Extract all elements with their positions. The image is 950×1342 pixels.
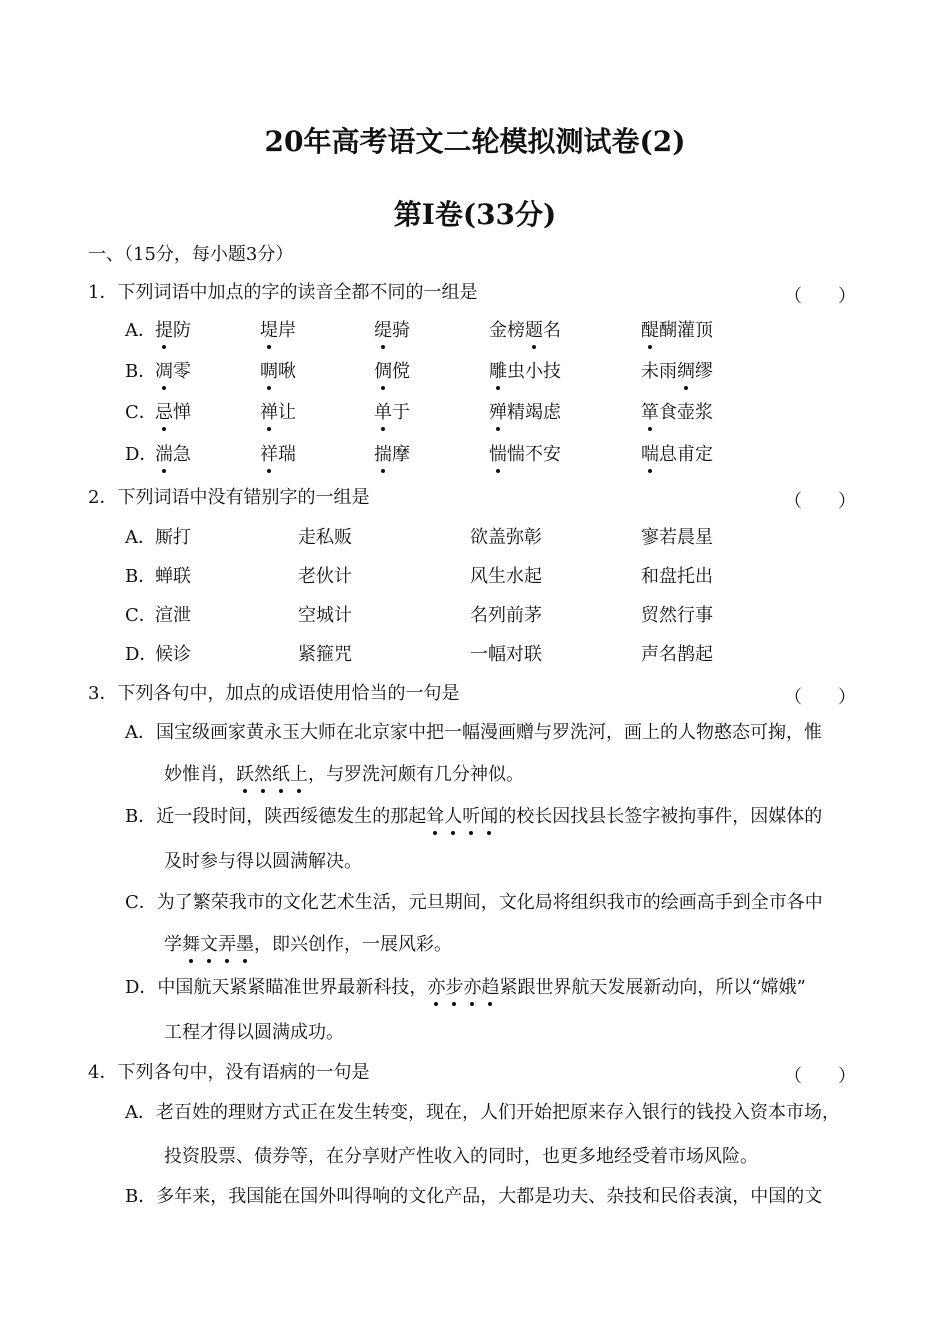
q3-option-a-line2: 妙惟肖，跃然纸上，与罗洗河颇有几分神似。: [164, 764, 524, 785]
option-word: 雕虫小技: [489, 361, 561, 382]
option-word: 紧箍咒: [298, 644, 352, 665]
option-word: 空城计: [298, 605, 352, 626]
emphasis-char: 禅: [260, 402, 278, 423]
emphasis-char: 惴: [489, 444, 507, 465]
q4-option-b-line1: B．多年来，我国能在国外叫得响的文化产品，大都是功夫、杂技和民俗表演，中国的文: [125, 1186, 823, 1207]
emphasis-char: 弄: [218, 934, 236, 955]
option-word: 候诊: [155, 644, 191, 665]
emphasis-char: 趋: [481, 977, 500, 998]
q3-option-a-line1: A．国宝级画家黄永玉大师在北京家中把一幅漫画赠与罗洗河，画上的人物憨态可掬，惟: [125, 722, 822, 743]
emphasis-char: 忌: [155, 402, 173, 423]
emphasis-char: 醍: [641, 320, 659, 341]
option-word: 寥若晨星: [641, 527, 713, 548]
question-3-stem: 3．下列各句中，加点的成语使用恰当的一句是: [88, 683, 460, 704]
answer-blank-2: （ ）: [784, 491, 856, 512]
emphasis-char: 缇: [374, 320, 392, 341]
option-word: 箪食壶浆: [641, 402, 713, 423]
option-word: 风生水起: [470, 566, 542, 587]
option-word: 忌惮: [155, 402, 191, 423]
option-word: 金榜题名: [489, 320, 561, 341]
dotted-idiom: [426, 806, 498, 827]
option-word: 祥瑞: [260, 444, 296, 465]
option-word: 贸然行事: [641, 605, 713, 626]
option-word: 堤岸: [260, 320, 296, 341]
option-label: B．: [125, 361, 157, 382]
option-word: 殚精竭虑: [489, 402, 561, 423]
q3-option-b-line2: 及时参与得以圆满解决。: [164, 851, 362, 872]
option-word: 欲盖弥彰: [470, 527, 542, 548]
option-label: C．: [125, 402, 157, 423]
option-label: D．: [125, 444, 158, 465]
q4-option-a-line1: A．老百姓的理财方式正在发生转变，现在，人们开始把原来存入银行的钱投入资本市场，: [125, 1102, 840, 1123]
q3-option-b-line1: B．近一段时间，陕西绥德发生的那起耸人听闻的校长因找县长签字被拘事件，因媒体的: [125, 806, 823, 827]
option-word: 老伙计: [298, 566, 352, 587]
answer-blank-3: （ ）: [784, 687, 856, 708]
emphasis-char: 堤: [260, 320, 278, 341]
option-word: 倜傥: [374, 361, 410, 382]
q3-option-c-line1: C．为了繁荣我市的文化艺术生活，元旦期间，文化局将组织我市的绘画高手到全市各中: [125, 892, 823, 913]
option-word: 未雨绸缪: [641, 361, 713, 382]
emphasis-char: 箪: [641, 402, 659, 423]
emphasis-char: 步: [445, 977, 464, 998]
section-heading: 一、（15分，每小题3分）: [88, 244, 294, 265]
emphasis-char: 啁: [260, 361, 278, 382]
emphasis-char: 文: [200, 934, 218, 955]
q3-option-d-line2: 工程才得以圆满成功。: [164, 1022, 344, 1043]
q4-option-a-line2: 投资股票、债券等，在分享财产性收入的同时，也更多地经受着市场风险。: [164, 1146, 758, 1167]
emphasis-char: 跃: [236, 764, 254, 785]
option-label: A．: [125, 320, 156, 341]
emphasis-char: 耸: [426, 806, 445, 827]
q3-option-d-line1: D．中国航天紧紧瞄准世界最新科技，亦步亦趋紧跟世界航天发展新动向，所以“嫦娥”: [125, 977, 806, 998]
answer-blank-1: （ ）: [784, 286, 856, 307]
emphasis-char: 亦: [463, 977, 482, 998]
option-word: 缇骑: [374, 320, 410, 341]
emphasis-char: 倜: [374, 361, 392, 382]
option-word: 提防: [155, 320, 191, 341]
emphasis-char: 雕: [489, 361, 507, 382]
emphasis-char: 湍: [155, 444, 173, 465]
answer-blank-4: （ ）: [784, 1066, 856, 1087]
emphasis-char: 揣: [374, 444, 392, 465]
dotted-idiom: [427, 977, 499, 998]
option-word: 喘息甫定: [641, 444, 713, 465]
option-word: 走私贩: [298, 527, 352, 548]
emphasis-char: 亦: [427, 977, 446, 998]
option-word: 一幅对联: [470, 644, 542, 665]
part-title: 第Ⅰ卷(33分): [393, 198, 557, 231]
option-word: 禅让: [260, 402, 296, 423]
option-label: B．: [125, 566, 157, 587]
emphasis-char: 纸: [272, 764, 290, 785]
option-word: 厮打: [155, 527, 191, 548]
emphasis-char: 上: [290, 764, 308, 785]
emphasis-char: 舞: [182, 934, 200, 955]
emphasis-char: 听: [462, 806, 481, 827]
emphasis-char: 然: [254, 764, 272, 785]
option-word: 惴惴不安: [489, 444, 561, 465]
question-2-stem: 2．下列词语中没有错别字的一组是: [88, 487, 370, 508]
option-word: 揣摩: [374, 444, 410, 465]
option-word: 凋零: [155, 361, 191, 382]
option-word: 醍醐灌顶: [641, 320, 713, 341]
emphasis-char: 祥: [260, 444, 278, 465]
emphasis-char: 喘: [641, 444, 659, 465]
emphasis-char: 殚: [489, 402, 507, 423]
emphasis-char: 单: [374, 402, 392, 423]
option-word: 单于: [374, 402, 410, 423]
emphasis-char: 题: [525, 320, 543, 341]
option-label: A．: [125, 527, 156, 548]
emphasis-char: 绸: [677, 361, 695, 382]
emphasis-char: 闻: [480, 806, 499, 827]
option-word: 湍急: [155, 444, 191, 465]
option-word: 声名鹊起: [641, 644, 713, 665]
emphasis-char: 人: [444, 806, 463, 827]
emphasis-char: 凋: [155, 361, 173, 382]
dotted-idiom: [236, 764, 308, 785]
emphasis-char: 提: [155, 320, 173, 341]
option-word: 渲泄: [155, 605, 191, 626]
q3-option-c-line2: 学舞文弄墨，即兴创作，一展风彩。: [164, 934, 452, 955]
option-label: D．: [125, 644, 158, 665]
option-label: C．: [125, 605, 157, 626]
option-word: 啁啾: [260, 361, 296, 382]
dotted-idiom: [182, 934, 254, 955]
exam-title: 20年高考语文二轮模拟测试卷(2): [264, 125, 686, 158]
emphasis-char: 墨: [236, 934, 254, 955]
question-4-stem: 4．下列各句中，没有语病的一句是: [88, 1062, 370, 1083]
option-word: 名列前茅: [470, 605, 542, 626]
question-1-stem: 1．下列词语中加点的字的读音全都不同的一组是: [88, 282, 478, 303]
option-word: 和盘托出: [641, 566, 713, 587]
option-word: 蝉联: [155, 566, 191, 587]
